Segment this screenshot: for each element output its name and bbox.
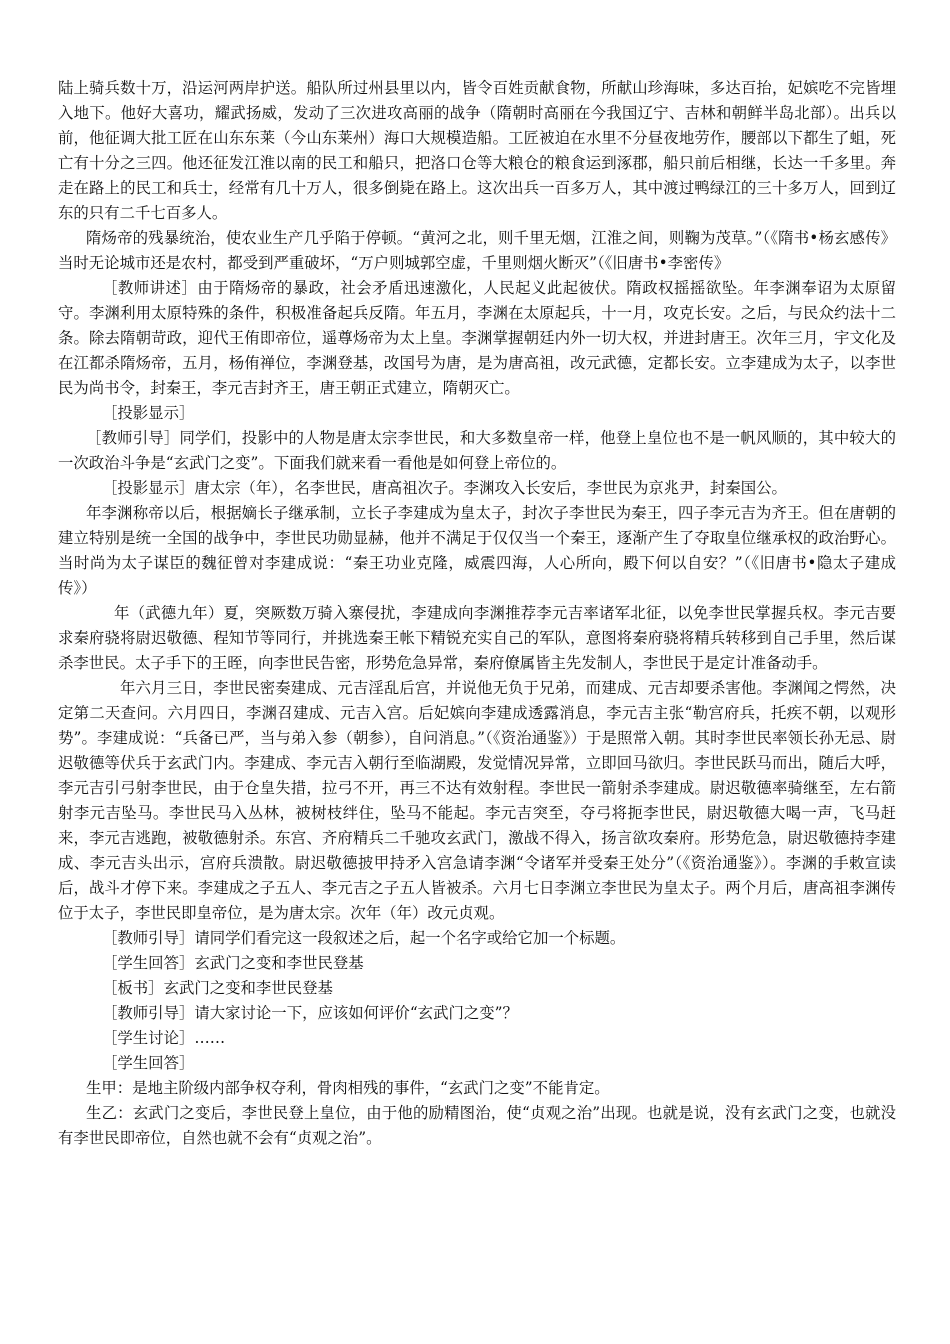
paragraph-wude-nine-summer: 年（武德九年）夏，突厥数万骑入寨侵扰，李建成向李渊推荐李元吉率诸军北征，以免李世民掌握兵权。李元吉要求秦府骁将尉迟敬德、程知节等同行，并挑选秦王帐下精锐充实自己的军队，意图将秦府骁将精兵转移到自己手里，然后谋杀李世民。太子手下的王晊，向李世民告密，形势危急异常，秦府僚属皆主先发制人，李世民于是定计准备动手。 bbox=[58, 604, 896, 672]
paragraph-tyranny-effects: 隋炀帝的残暴统治，使农业生产几乎陷于停顿。“黄河之北，则千里无烟，江淮之间，则鞠为茂草。”（《隋书•杨玄感传》当时无论城市还是农村，都受到严重破坏，“万户则城郭空虚，千里则烟火断灭”（《旧唐书•李密传》 bbox=[58, 229, 896, 272]
document-body bbox=[58, 76, 896, 1151]
paragraph-blackboard: ［板书］玄武门之变和李世民登基 bbox=[102, 979, 333, 997]
paragraph-succession-background: 年李渊称帝以后，根据嫡长子继承制，立长子李建成为皇太子，封次子李世民为秦王，四子李元吉为齐王。但在唐朝的建立特别是统一全国的战争中，李世民功勋显赫，他并不满足于仅仅当一个秦王，逐渐产生了夺取皇位继承权的政治野心。当时尚为太子谋臣的魏征曾对李建成说：“秦王功业克隆，威震四海，人心所向，殿下何以自安？”（《旧唐书•隐太子建成传》） bbox=[58, 504, 896, 597]
paragraph-student-a: 生甲：是地主阶级内部争权夺利，骨肉相残的事件，“玄武门之变”不能肯定。 bbox=[86, 1079, 610, 1097]
paragraph-teacher-guide-1: ［教师引导］同学们，投影中的人物是唐太宗李世民，和大多数皇帝一样，他登上皇位也不是一帆风顺的，其中较大的一次政治斗争是“玄武门之变”。下面我们就来看一看他是如何登上帝位的。 bbox=[58, 429, 896, 472]
paragraph-student-answer-2: ［学生回答］ bbox=[102, 1054, 195, 1072]
paragraph-teacher-guide-3: ［教师引导］请大家讨论一下，应该如何评价“玄武门之变”？ bbox=[102, 1004, 518, 1022]
paragraph-student-discussion: ［学生讨论］…… bbox=[102, 1029, 226, 1047]
paragraph-teacher-narration: ［教师讲述］由于隋炀帝的暴政，社会矛盾迅速激化，人民起义此起彼伏。隋政权摇摇欲坠。年李渊奉诏为太原留守。李渊利用太原特殊的条件，积极准备起兵反隋。年五月，李渊在太原起兵，十一月，攻克长安。之后，与民众约法十二条。除去隋朝苛政，迎代王侑即帝位，遥尊炀帝为太上皇。李渊掌握朝廷内外一切大权，并进封唐王。次年三月，宇文化及在江都杀隋炀帝，五月，杨侑禅位，李渊登基，改国号为唐，是为唐高祖，改元武德，定都长安。立李建成为太子，以李世民为尚书令，封秦王，李元吉封齐王，唐王朝正式建立，隋朝灭亡。 bbox=[58, 279, 896, 397]
paragraph-student-answer-1: ［学生回答］玄武门之变和李世民登基 bbox=[102, 954, 364, 972]
paragraph-sui-yangdi-tours: 陆上骑兵数十万，沿运河两岸护送。船队所过州县里以内，皆令百姓贡献食物，所献山珍海味，多达百抬，妃嫔吃不完皆埋入地下。他好大喜功，耀武扬威，发动了三次进攻高丽的战争（隋朝时高丽在今我国辽宁、吉林和朝鲜半岛北部）。出兵以前，他征调大批工匠在山东东莱（今山东莱州）海口大规模造船。工匠被迫在水里不分昼夜地劳作，腰部以下都生了蛆，死亡有十分之三四。他还征发江淮以南的民工和船只，把洛口仓等大粮仓的粮食运到涿郡，船只前后相继，长达一千多里。奔走在路上的民工和兵士，经常有几十万人，很多倒毙在路上。这次出兵一百多万人，其中渡过鸭绿江的三十多万人，回到辽东的只有二千七百多人。 bbox=[58, 79, 896, 222]
paragraph-xuanwu-gate-incident: 年六月三日，李世民密奏建成、元吉淫乱后宫，并说他无负于兄弟，而建成、元吉却要杀害他。李渊闻之愕然，决定第二天查问。六月四日，李渊召建成、元吉入宫。后妃嫔向李建成透露消息，李元吉主张“勒宫府兵，托疾不朝，以观形势”。李建成说：“兵备已严，当与弟入参（朝参），自问消息。”（《资治通鉴》）于是照常入朝。其时李世民率领长孙无忌、尉迟敬德等伏兵于玄武门内。李建成、李元吉入朝行至临湖殿，发觉情况异常，立即回马欲归。李世民跃马而出，随后大呼，李元吉引弓射李世民，由于仓皇失措，拉弓不开，再三不达有效射程。李世民一箭射杀李建成。尉迟敬德率骑继至，左右箭射李元吉坠马。李世民马入丛林，被树枝绊住，坠马不能起。李元吉突至，夺弓将扼李世民，尉迟敬德大喝一声，飞马赶来，李元吉逃跑，被敬德射杀。东宫、齐府精兵二千驰攻玄武门，激战不得入，扬言欲攻秦府。形势危急，尉迟敬德持李建成、李元吉头出示，宫府兵溃散。尉迟敬德披甲持矛入宫急请李渊“令诸军并受秦王处分”（《资治通鉴》）。李渊的手敕宣读后，战斗才停下来。李建成之子五人、李元吉之子五人皆被杀。六月七日李渊立李世民为皇太子。两个月后，唐高祖李渊传位于太子，李世民即皇帝位，是为唐太宗。次年（年）改元贞观。 bbox=[58, 679, 896, 922]
paragraph-projection-display: ［投影显示］ bbox=[102, 404, 195, 422]
paragraph-projection-tang-taizong: ［投影显示］唐太宗（年），名李世民，唐高祖次子。李渊攻入长安后，李世民为京兆尹，封秦国公。 bbox=[102, 479, 787, 497]
paragraph-teacher-guide-2: ［教师引导］请同学们看完这一段叙述之后，起一个名字或给它加一个标题。 bbox=[102, 929, 626, 947]
paragraph-student-b: 生乙：玄武门之变后，李世民登上皇位，由于他的励精图治，使“贞观之治”出现。也就是说，没有玄武门之变，也就没有李世民即帝位，自然也就不会有“贞观之治”。 bbox=[58, 1104, 896, 1147]
